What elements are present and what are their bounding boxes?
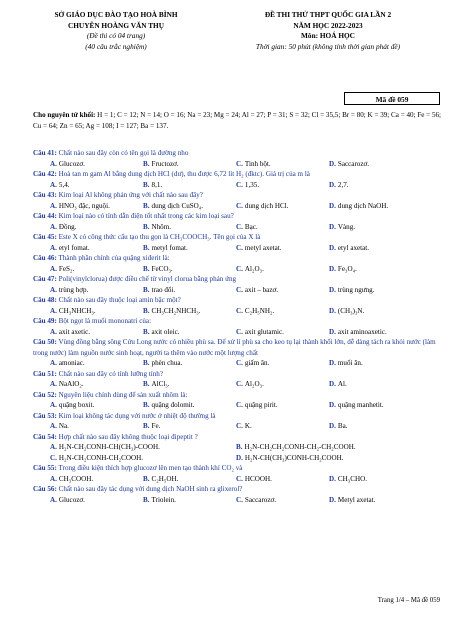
question-block <box>33 190 443 211</box>
option-letter: A. <box>50 380 57 388</box>
options-row <box>33 159 443 170</box>
option-letter: A. <box>50 422 57 430</box>
option-letter: B. <box>143 359 150 367</box>
option-letter: A. <box>50 243 57 252</box>
question-stem <box>33 432 443 443</box>
option-text: 2,7. <box>337 180 349 189</box>
question-block <box>33 295 443 316</box>
answer-option <box>236 442 422 453</box>
question-text: Vùng đồng bằng sông Cửu Long nước có nhiều phù sa. Để xử lí phù sa cho keo tụ lại thành khối lớn, dễ dàng tách ra khỏi nước (làm trong nước) làm nguồn nước sinh hoạt, người ta thêm vào nước một lượng chất <box>33 338 436 357</box>
answer-option <box>236 201 329 212</box>
question-stem <box>33 274 443 285</box>
question-text: Kim loại không tác dụng với nước ở nhiệt độ thường là <box>58 411 216 420</box>
question-number: Câu 43: <box>33 191 57 199</box>
question-block <box>33 463 443 484</box>
answer-option <box>143 222 236 233</box>
option-text: (CH₃)₃N. <box>337 306 365 315</box>
question-block <box>33 432 443 464</box>
time-limit: Thời gian: 50 phút (không tính thời gian phát đề) <box>255 41 401 51</box>
option-text: giấm ăn. <box>244 359 270 367</box>
page-footer: Trang 1/4 – Mã đề 059 <box>377 597 440 604</box>
option-text: Glucozơ. <box>58 159 85 168</box>
option-text: dung dịch NaOH. <box>337 201 389 210</box>
option-text: phèn chua. <box>151 359 183 367</box>
answer-option <box>50 159 143 170</box>
answer-option <box>50 306 143 317</box>
question-stem <box>33 369 443 380</box>
question-stem <box>33 169 443 180</box>
answer-option <box>236 222 329 233</box>
answer-option <box>50 264 143 275</box>
option-text: trùng ngưng. <box>337 285 375 294</box>
answer-option <box>236 285 329 296</box>
option-text: Đồng. <box>58 222 77 231</box>
option-text: dung dịch CuSO₄. <box>151 201 204 210</box>
option-text: NaAlO₂. <box>58 380 84 388</box>
options-row <box>33 306 443 317</box>
option-text: trao đổi. <box>151 285 176 294</box>
question-stem <box>33 211 443 222</box>
answer-option <box>50 285 143 296</box>
option-letter: D. <box>329 422 336 430</box>
answer-option <box>50 222 143 233</box>
option-letter: C. <box>236 495 243 504</box>
option-letter: A. <box>50 264 57 273</box>
question-number: Câu 46: <box>33 254 57 262</box>
question-number: Câu 54: <box>33 432 57 441</box>
option-text: Fe. <box>151 422 161 430</box>
question-number: Câu 42: <box>33 170 57 178</box>
question-number: Câu 41: <box>33 149 57 157</box>
option-text: CH₃COOH. <box>58 474 94 483</box>
answer-option <box>236 327 329 338</box>
answer-option <box>329 358 422 369</box>
answer-option <box>143 495 236 506</box>
question-stem <box>33 148 443 159</box>
answer-option <box>50 400 143 411</box>
question-number: Câu 45: <box>33 233 57 241</box>
option-text: dung dịch HCl. <box>244 201 289 210</box>
option-text: amoniac. <box>58 359 85 367</box>
question-number: Câu 47: <box>33 275 57 283</box>
option-letter: D. <box>329 474 336 483</box>
answer-option <box>50 327 143 338</box>
question-number: Câu 51: <box>33 369 57 378</box>
answer-option <box>50 474 143 485</box>
answer-option <box>236 453 422 464</box>
option-text: quặng đolomit. <box>151 401 195 409</box>
question-text: Chất nào sau đây thuộc loại amin bậc một? <box>58 296 181 304</box>
answer-option <box>236 243 329 254</box>
option-letter: D. <box>329 327 336 336</box>
exam-header <box>0 10 450 105</box>
question-text: Chất nào sau đây có tính lưỡng tính? <box>58 369 163 378</box>
answer-option <box>236 379 329 390</box>
option-text: Glucozơ. <box>58 495 85 504</box>
question-block <box>33 232 443 253</box>
question-text: Hoà tan m gam Al bằng dung dịch HCl (dư), thu được 6,72 lít H₂ (đktc). Giá trị của m là <box>58 170 310 178</box>
option-letter: C. <box>236 359 243 367</box>
answer-option <box>329 306 422 317</box>
department-name: SỞ GIÁO DỤC ĐÀO TẠO HOÀ BÌNH <box>54 10 178 19</box>
option-letter: C. <box>236 159 243 168</box>
option-text: C₂H₅OH. <box>151 474 179 483</box>
answer-option <box>236 180 329 191</box>
option-text: 1,35. <box>244 180 260 189</box>
answer-option <box>329 159 422 170</box>
answer-option <box>236 159 329 170</box>
question-stem <box>33 411 443 422</box>
option-text: Fe₃O₄. <box>337 264 357 273</box>
atomic-mass-note <box>33 110 443 131</box>
answer-option <box>143 306 236 317</box>
option-text: AlCl₃. <box>151 380 170 388</box>
question-text: Kim loại Al không phản ứng với chất nào sau đây? <box>58 191 203 199</box>
options-row <box>33 358 443 369</box>
question-number: Câu 48: <box>33 296 57 304</box>
option-text: Nhôm. <box>151 222 172 231</box>
question-stem <box>33 295 443 306</box>
option-letter: B. <box>143 285 150 294</box>
option-letter: D. <box>236 453 243 462</box>
option-letter: A. <box>50 222 57 231</box>
option-text: CH₃NHCH₃. <box>58 306 96 315</box>
option-text: H₂N-CH₂CONH-CH₂COOH. <box>58 453 143 462</box>
question-text: Nguyên liệu chính dùng để sản xuất nhôm là: <box>58 390 188 399</box>
answer-option <box>329 285 422 296</box>
option-letter: A. <box>50 401 57 409</box>
question-block <box>33 253 443 274</box>
question-text: Este X có công thức cấu tạo thu gọn là CH₃COOCH₃. Tên gọi của X là <box>58 233 261 241</box>
option-letter: D. <box>329 180 336 189</box>
question-text: Chất nào sau đây còn có tên gọi là đường nho <box>58 149 189 157</box>
question-text: Kim loại nào có tính dẫn điện tốt nhất trong các kim loại sau? <box>58 212 234 220</box>
option-letter: C. <box>236 422 243 430</box>
options-row <box>33 474 443 485</box>
question-stem <box>33 484 443 495</box>
option-text: axit oleic. <box>151 327 180 336</box>
option-text: H₂N-CH₂CONH-CH(CH₃)-COOH. <box>58 443 160 451</box>
option-text: muối ăn. <box>337 359 363 367</box>
question-stem <box>33 232 443 243</box>
option-text: C₂H₅NH₂. <box>244 306 275 315</box>
atomic-mass-label: Cho nguyên tử khối: <box>33 111 96 119</box>
answer-option <box>236 264 329 275</box>
option-letter: B. <box>143 495 150 504</box>
question-stem <box>33 253 443 264</box>
option-letter: D. <box>329 201 336 210</box>
answer-option <box>329 180 422 191</box>
school-name: CHUYÊN HOÀNG VĂN THỤ <box>67 20 165 30</box>
answer-option <box>143 201 236 212</box>
answer-option <box>50 495 143 506</box>
question-block <box>33 484 443 505</box>
option-letter: B. <box>143 180 150 189</box>
option-letter: C. <box>236 401 243 409</box>
option-letter: C. <box>236 306 243 315</box>
question-stem <box>33 316 443 327</box>
option-text: 8,1. <box>151 180 163 189</box>
question-text: Chất nào sau đây tác dụng với dung dịch NaOH sinh ra glixerol? <box>58 485 243 493</box>
option-text: Metyl axetat. <box>337 495 376 504</box>
options-row <box>33 400 443 411</box>
question-stem <box>33 190 443 201</box>
option-letter: C. <box>236 327 243 336</box>
option-letter: B. <box>143 159 150 168</box>
option-text: Al. <box>337 380 347 388</box>
options-row <box>33 180 443 191</box>
option-letter: C. <box>236 380 243 388</box>
option-text: Al₂O₃. <box>244 264 264 273</box>
question-text: Bột ngọt là muối mononatri của: <box>58 317 152 325</box>
answer-option <box>143 285 236 296</box>
option-letter: B. <box>143 327 150 336</box>
question-number: Câu 50: <box>33 338 57 346</box>
option-text: Ba. <box>337 422 348 430</box>
option-text: metyl axetat. <box>244 243 282 252</box>
option-text: axit – bazơ. <box>244 285 279 294</box>
exam-title: ĐỀ THI THỬ THPT QUỐC GIA LẦN 2 <box>264 10 392 19</box>
option-letter: C. <box>236 285 243 294</box>
question-block <box>33 274 443 295</box>
option-text: Na. <box>58 422 69 430</box>
options-row <box>33 285 443 296</box>
option-letter: A. <box>50 306 57 315</box>
option-letter: B. <box>236 443 243 451</box>
option-letter: B. <box>143 306 150 315</box>
answer-option <box>50 358 143 369</box>
option-letter: A. <box>50 285 57 294</box>
answer-option <box>143 180 236 191</box>
option-letter: C. <box>236 474 243 483</box>
answer-option <box>50 421 143 432</box>
option-letter: B. <box>143 401 150 409</box>
answer-option <box>50 180 143 191</box>
option-letter: C. <box>236 243 243 252</box>
question-count-note: (40 câu trắc nghiệm) <box>85 41 147 51</box>
option-letter: B. <box>143 422 150 430</box>
question-block <box>33 316 443 337</box>
options-row <box>33 453 443 464</box>
options-row <box>33 222 443 233</box>
exam-info-block <box>212 10 444 52</box>
option-letter: A. <box>50 495 57 504</box>
answer-option <box>329 474 422 485</box>
answer-option <box>329 264 422 275</box>
answer-option <box>143 358 236 369</box>
option-text: H₂N-CH(CH₃)CONH-CH₂COOH. <box>244 453 344 462</box>
question-stem <box>33 390 443 401</box>
options-row <box>33 421 443 432</box>
option-text: Fructozơ. <box>151 159 179 168</box>
option-text: Tinh bột. <box>244 159 271 168</box>
option-letter: A. <box>50 443 57 451</box>
answer-option <box>329 201 422 212</box>
option-text: CH₃CH₂NHCH₃. <box>151 306 201 315</box>
option-letter: C. <box>236 264 243 273</box>
option-letter: A. <box>50 201 57 210</box>
question-block <box>33 211 443 232</box>
option-text: 5,4. <box>58 180 70 189</box>
option-letter: B. <box>143 201 150 210</box>
option-text: etyl fomat. <box>58 243 90 252</box>
question-stem <box>33 463 443 474</box>
option-letter: D. <box>329 285 336 294</box>
question-text: Hợp chất nào sau đây không thuộc loại đipeptit ? <box>58 432 198 441</box>
option-text: Triolein. <box>151 495 176 504</box>
option-text: quặng pirit. <box>244 401 278 409</box>
option-text: trùng hợp. <box>58 285 89 294</box>
question-number: Câu 49: <box>33 317 57 325</box>
option-text: Vàng. <box>337 222 356 231</box>
question-number: Câu 55: <box>33 464 57 472</box>
question-number: Câu 52: <box>33 390 57 399</box>
option-text: metyl fomat. <box>151 243 188 252</box>
answer-option <box>236 400 329 411</box>
option-text: FeCO₃. <box>151 264 173 273</box>
option-letter: C. <box>236 222 243 231</box>
option-letter: D. <box>329 264 336 273</box>
answer-option <box>329 495 422 506</box>
option-letter: D. <box>329 359 336 367</box>
subject-name: Môn: HOÁ HỌC <box>301 31 355 41</box>
answer-option <box>50 379 143 390</box>
answer-option <box>143 159 236 170</box>
answer-option <box>143 379 236 390</box>
option-letter: A. <box>50 327 57 336</box>
option-text: quặng boxit. <box>58 401 95 409</box>
question-block <box>33 390 443 411</box>
option-text: Saccarozơ. <box>244 495 277 504</box>
options-row <box>33 327 443 338</box>
option-text: K. <box>244 422 252 430</box>
answer-option <box>329 222 422 233</box>
option-letter: B. <box>143 380 150 388</box>
option-letter: B. <box>143 243 150 252</box>
option-letter: A. <box>50 180 57 189</box>
option-text: Bạc. <box>244 222 258 231</box>
answer-option <box>236 358 329 369</box>
answer-option <box>329 327 422 338</box>
answer-option <box>50 453 236 464</box>
option-letter: A. <box>50 474 57 483</box>
answer-option <box>236 306 329 317</box>
option-letter: B. <box>143 222 150 231</box>
options-row <box>33 264 443 275</box>
option-letter: B. <box>143 474 150 483</box>
question-block <box>33 411 443 432</box>
question-text: Trong điều kiện thích hợp glucozơ lên men tạo thành khí CO₂ và <box>58 464 243 472</box>
answer-option <box>143 264 236 275</box>
answer-option <box>143 474 236 485</box>
atomic-mass-values: H = 1; C = 12; N = 14; O = 16; Na = 23; Mg = 24; Al = 27; P = 31; S = 32; Cl = 35,5; Br = 80; K = 39; Ca = 40; Fe = 56; Cu = 64; Zn = 65; Ag = 108; I = 127; Ba = 137. <box>33 111 442 130</box>
question-block <box>33 369 443 390</box>
option-text: FeS₂. <box>58 264 75 273</box>
question-list <box>33 148 443 505</box>
option-text: quặng manhetit. <box>337 401 384 409</box>
option-letter: C. <box>50 453 57 462</box>
option-text: axit axetic. <box>58 327 91 336</box>
option-text: axit glutamic. <box>244 327 284 336</box>
option-text: Saccarozơ. <box>337 159 370 168</box>
option-letter: A. <box>50 159 57 168</box>
answer-option <box>50 243 143 254</box>
option-text: CH₃CHO. <box>337 474 367 483</box>
options-row <box>33 243 443 254</box>
option-text: Al₂O₃. <box>244 380 264 388</box>
option-text: HCOOH. <box>244 474 272 483</box>
answer-option <box>329 243 422 254</box>
option-letter: D. <box>329 380 336 388</box>
option-letter: D. <box>329 495 336 504</box>
answer-option <box>143 400 236 411</box>
option-letter: D. <box>329 306 336 315</box>
answer-option <box>236 495 329 506</box>
question-number: Câu 44: <box>33 212 57 220</box>
option-letter: D. <box>329 401 336 409</box>
question-block <box>33 169 443 190</box>
exam-code-box: Mã đề 059 <box>344 92 440 105</box>
option-text: H₂N-CH₂CH₂CONH-CH₂-CH₂COOH. <box>244 443 356 451</box>
option-letter: C. <box>236 180 243 189</box>
question-number: Câu 53: <box>33 411 57 420</box>
answer-option <box>143 327 236 338</box>
option-letter: A. <box>50 359 57 367</box>
option-text: axit aminoaxetic. <box>337 327 387 336</box>
school-year: NĂM HỌC 2022-2023 <box>293 20 363 30</box>
answer-option <box>50 201 143 212</box>
question-text: Poli(vinylclorua) được điều chế từ vinyl clorua bằng phản ứng <box>58 275 237 283</box>
answer-option <box>143 243 236 254</box>
option-letter: D. <box>329 243 336 252</box>
question-block <box>33 337 443 369</box>
answer-option <box>236 421 329 432</box>
question-text: Thành phần chính của quặng xiđerit là: <box>58 254 170 262</box>
answer-option <box>143 421 236 432</box>
question-block <box>33 148 443 169</box>
answer-option <box>236 474 329 485</box>
question-stem <box>33 337 443 358</box>
option-text: HNO₃ đặc, nguội. <box>58 201 110 210</box>
answer-option <box>329 379 422 390</box>
options-row <box>33 495 443 506</box>
answer-option <box>329 400 422 411</box>
option-text: etyl axetat. <box>337 243 370 252</box>
school-block <box>28 10 204 52</box>
question-number: Câu 56: <box>33 485 57 493</box>
page-count-note: (Đề thi có 04 trang) <box>86 31 146 41</box>
option-letter: D. <box>329 222 336 231</box>
options-row <box>33 379 443 390</box>
options-row <box>33 442 443 453</box>
answer-option <box>329 421 422 432</box>
options-row <box>33 201 443 212</box>
option-letter: D. <box>329 159 336 168</box>
answer-option <box>50 442 236 453</box>
option-letter: C. <box>236 201 243 210</box>
option-letter: B. <box>143 264 150 273</box>
